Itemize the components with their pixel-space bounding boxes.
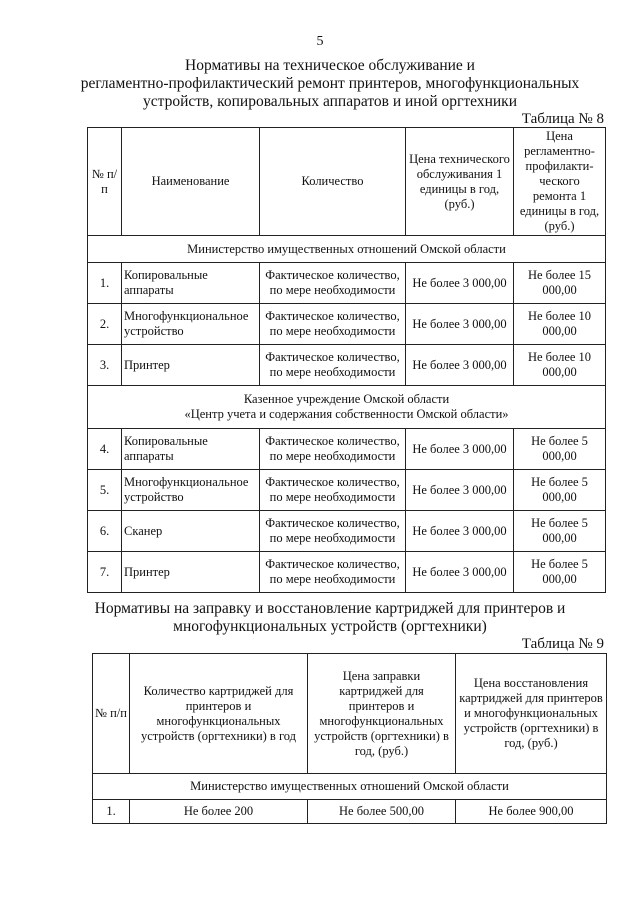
row-repair: Не более 15 000,00 [514,263,606,304]
table-row [88,263,606,304]
group-row [88,236,606,263]
row-qty: Фактическое количество, по мере необходимости [260,552,406,593]
table-row [93,800,607,824]
row-num: 1. [88,263,122,304]
table-8 [87,127,606,593]
group-title: Министерство имущественных отношений Омской области [93,774,607,800]
row-name: Сканер [122,511,260,552]
table9-title [40,600,620,636]
table-row [88,304,606,345]
header-num: № п/п [88,128,122,236]
row-service: Не более 3 000,00 [406,429,514,470]
row-name: Копировальные аппараты [122,429,260,470]
header-restore-price: Цена восстановления картриджей для принтеров и многофункциональных устройств (оргтехники) в год, (руб.) [456,654,607,774]
row-name: Многофункциональное устройство [122,304,260,345]
group-title-line: «Центр учета и содержания собственности Омской области» [184,407,509,421]
row-service: Не более 3 000,00 [406,552,514,593]
table8-title [40,57,620,111]
table8-title-line: Нормативы на техническое обслуживание и [185,57,475,74]
table9-label: Таблица № 9 [521,636,604,652]
table9-title-line: многофункциональных устройств (оргтехники) [173,618,487,635]
header-cartridge-qty: Количество картриджей для принтеров и многофункциональных устройств (оргтехники) в год [130,654,308,774]
table-row [88,470,606,511]
group-title-line: Казенное учреждение Омской области [243,392,450,406]
row-num: 3. [88,345,122,386]
row-repair: Не более 5 000,00 [514,552,606,593]
row-refill: Не более 500,00 [308,800,456,824]
header-service-price: Цена технического обслуживания 1 единицы в год, (руб.) [406,128,514,236]
row-qty: Фактическое количество, по мере необходимости [260,511,406,552]
group-title [88,386,606,429]
table-9 [92,653,607,824]
row-restore: Не более 900,00 [456,800,607,824]
row-service: Не более 3 000,00 [406,263,514,304]
table-row [88,429,606,470]
row-name: Копировальные аппараты [122,263,260,304]
row-name: Принтер [122,552,260,593]
row-num: 7. [88,552,122,593]
row-name: Принтер [122,345,260,386]
header-qty: Количество [260,128,406,236]
group-title: Министерство имущественных отношений Омской области [88,236,606,263]
row-num: 1. [93,800,130,824]
page-number: 5 [316,34,324,49]
table8-header-row [88,128,606,236]
table8-title-line: регламентно-профилактический ремонт принтеров, многофункциональных [80,75,580,92]
row-service: Не более 3 000,00 [406,345,514,386]
header-name: Наименование [122,128,260,236]
table9-title-line: Нормативы на заправку и восстановление картриджей для принтеров и [94,600,566,617]
row-name: Многофункциональное устройство [122,470,260,511]
group-row [93,774,607,800]
table-row [88,345,606,386]
row-qty: Фактическое количество, по мере необходимости [260,429,406,470]
table-row [88,552,606,593]
table8-label: Таблица № 8 [521,111,604,127]
table-row [88,511,606,552]
row-num: 5. [88,470,122,511]
group-row [88,386,606,429]
row-repair: Не более 10 000,00 [514,304,606,345]
row-num: 4. [88,429,122,470]
row-repair: Не более 10 000,00 [514,345,606,386]
row-repair: Не более 5 000,00 [514,470,606,511]
table9-header-row [93,654,607,774]
row-service: Не более 3 000,00 [406,511,514,552]
row-cartridge-qty: Не более 200 [130,800,308,824]
row-num: 2. [88,304,122,345]
row-repair: Не более 5 000,00 [514,429,606,470]
row-qty: Фактическое количество, по мере необходимости [260,304,406,345]
row-service: Не более 3 000,00 [406,470,514,511]
header-repair-price: Цена регламентно-профилакти-ческого ремонта 1 единицы в год, (руб.) [514,128,606,236]
header-num: № п/п [93,654,130,774]
row-repair: Не более 5 000,00 [514,511,606,552]
table8-title-line: устройств, копировальных аппаратов и иной оргтехники [143,93,517,110]
row-qty: Фактическое количество, по мере необходимости [260,263,406,304]
row-qty: Фактическое количество, по мере необходимости [260,470,406,511]
row-service: Не более 3 000,00 [406,304,514,345]
row-qty: Фактическое количество, по мере необходимости [260,345,406,386]
row-num: 6. [88,511,122,552]
header-refill-price: Цена заправки картриджей для принтеров и многофункциональных устройств (оргтехники) в год, (руб.) [308,654,456,774]
